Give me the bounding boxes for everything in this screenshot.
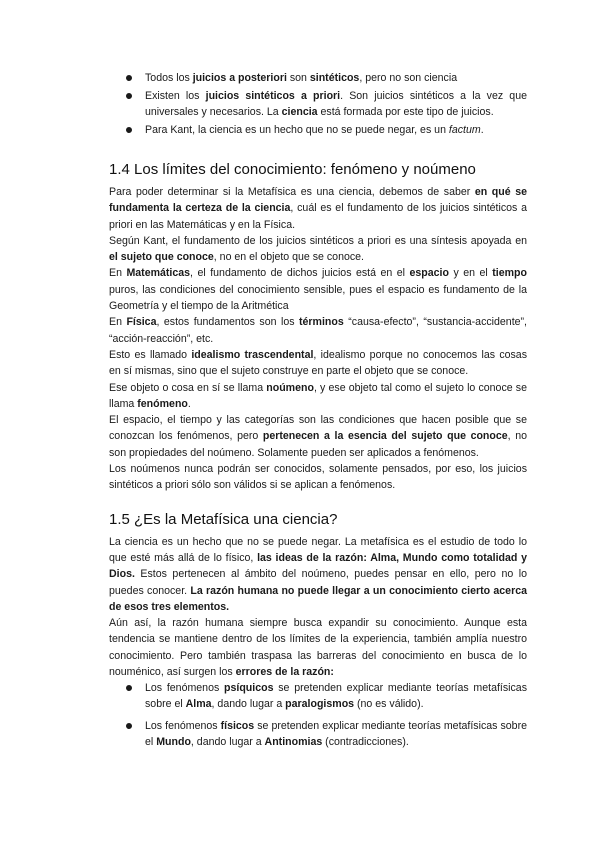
bold-text: psíquicos [224, 682, 274, 695]
paragraph: En Física, estos fundamentos son los términos “causa-efecto”, “sustancia-accidente”, “acción-reacción”, etc. [109, 316, 528, 345]
bullet-icon [126, 685, 132, 691]
bold-text: La razón humana no puede llegar a un conocimiento cierto acerca de esos tres elementos. [109, 584, 527, 613]
list-item-text: Todos los juicios a posteriori son sintéticos, pero no son ciencia [145, 72, 458, 84]
list-item-text: Existen los juicios sintéticos a priori. Son juicios sintéticos a la vez que universales y necesarios. La ciencia está formada por este tipo de juicios. [145, 90, 527, 118]
paragraph: Para poder determinar si la Metafísica es una ciencia, debemos de saber en qué se fundamenta la certeza de la ciencia, cuál es el fundamento de los juicios sintéticos a priori en las Matemáticas y en la Física. [109, 186, 527, 231]
list-item [109, 88, 527, 120]
bold-text: noúmeno [266, 381, 314, 394]
bold-text: tiempo [492, 267, 527, 280]
bold-text: sintéticos [309, 72, 360, 84]
bold-text: físicos [220, 720, 255, 733]
errors-bullet-list [109, 680, 527, 750]
bullet-icon [126, 127, 132, 133]
bullet-icon [126, 723, 132, 729]
section-is-metaphysics-science [109, 510, 527, 751]
bold-text: términos [299, 316, 344, 329]
list-item-text: Los fenómenos psíquicos se pretenden explicar mediante teorías metafísicas sobre el Alma, dando lugar a paralogismos (no es válido). [145, 682, 528, 711]
bold-text: Matemáticas [126, 267, 191, 280]
intro-bullet-list [109, 70, 527, 138]
list-item [109, 122, 527, 138]
section-heading: 1.5 ¿Es la Metafísica una ciencia? [109, 510, 338, 528]
bold-text: ciencia [281, 106, 318, 118]
bold-text: en qué se fundamenta la certeza de la ciencia [109, 186, 527, 215]
paragraph: Según Kant, el fundamento de los juicios sintéticos a priori es una síntesis apoyada en el sujeto que conoce, no en el objeto que se conoce. [109, 234, 527, 264]
italic-text: factum [448, 124, 481, 136]
paragraph: Esto es llamado idealismo trascendental, idealismo porque no conocemos las cosas en sí mismas, sino que el sujeto construye en parte el objeto que se conoce. [109, 348, 527, 378]
bold-text: Física [126, 316, 157, 329]
bold-text: el sujeto que conoce [109, 251, 214, 264]
section-limits-of-knowledge [109, 160, 527, 494]
list-item-text: Para Kant, la ciencia es un hecho que no se puede negar, es un factum. [145, 124, 484, 136]
bullet-icon [126, 75, 132, 81]
bold-text: Antinomias [264, 736, 323, 749]
bold-text: pertenecen a la esencia del sujeto que conoce [262, 430, 508, 443]
bold-text: juicios a posteriori [192, 72, 287, 84]
paragraph: El espacio, el tiempo y las categorías son las condiciones que hacen posible que se conozcan los fenómenos, pero pertenecen a la esencia del sujeto que conoce, no son propiedades del noúmeno. Solamente pueden ser aplicados a fenómenos. [109, 414, 527, 459]
bold-text: Alma [185, 698, 212, 711]
bold-text: errores de la razón: [235, 666, 334, 679]
list-item [109, 70, 527, 86]
paragraph: Aún así, la razón humana siempre busca expandir su conocimiento. Aunque esta tendencia se mantiene dentro de los límites de la experiencia, también amplía nuestro conocimiento. Pero también traspasa las barreras del conocimiento en busca de lo nouménico, así surgen los errores de la razón: [109, 617, 527, 679]
bold-text: las ideas de la razón: Alma, Mundo como totalidad y Dios. [109, 551, 527, 581]
bullet-icon [126, 93, 132, 99]
bold-text: idealismo trascendental [191, 348, 314, 361]
paragraph: En Matemáticas, el fundamento de dichos juicios está en el espacio y en el tiempo puros, las condiciones del conocimiento sensible, pues el espacio es fundamento de la Geometría y el tiempo de la Aritmética [109, 267, 527, 313]
bold-text: fenómeno [137, 397, 188, 410]
paragraph: Ese objeto o cosa en sí se llama noúmeno, y ese objeto tal como el sujeto lo conoce se llama fenómeno. [109, 381, 527, 410]
bold-text: paralogismos [285, 698, 355, 711]
bold-text: juicios sintéticos a priori [205, 90, 341, 102]
list-item [109, 718, 527, 750]
section-heading: 1.4 Los límites del conocimiento: fenómeno y noúmeno [109, 161, 476, 178]
list-item-text: Los fenómenos físicos se pretenden explicar mediante teorías metafísicas sobre el Mundo, dando lugar a Antinomias (contradicciones). [145, 720, 527, 749]
list-item [109, 680, 527, 712]
bold-text: Mundo [156, 736, 191, 749]
paragraph: La ciencia es un hecho que no se puede negar. La metafísica es el estudio de todo lo que esté más allá de lo físico, las ideas de la razón: Alma, Mundo como totalidad y Dios. Estos pertenecen al ámbito del noúmeno, puedes pensar en ello, pero no lo puedes conocer. La razón humana no puede llegar a un conocimiento cierto acerca de esos tres elementos. [109, 535, 527, 613]
bold-text: espacio [409, 267, 449, 280]
document-content [109, 70, 527, 756]
paragraph: Los noúmenos nunca podrán ser conocidos, solamente pensados, por eso, los juicios sintéticos a priori sólo son válidos si se aplican a fenómenos. [109, 463, 527, 492]
